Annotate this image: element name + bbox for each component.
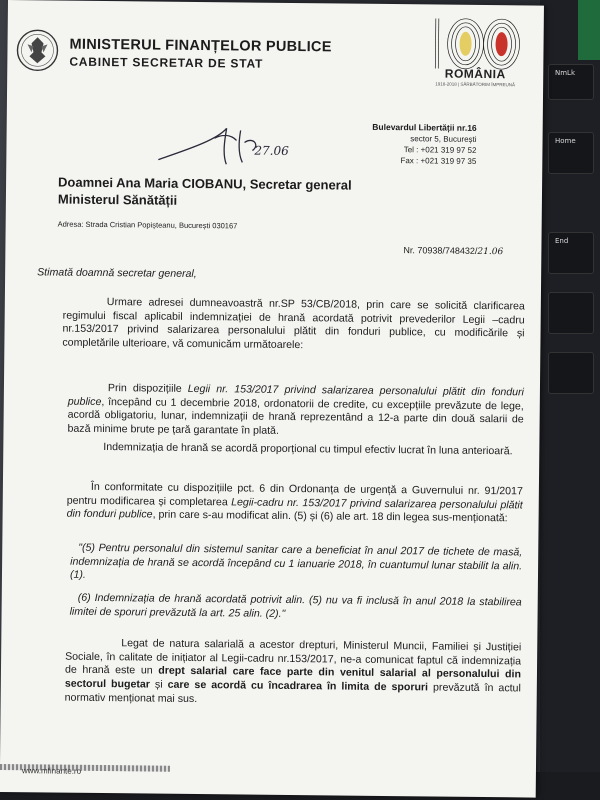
paragraph-2 bbox=[67, 382, 524, 442]
key-home: Home bbox=[548, 132, 594, 174]
centenary-subline: 1918-2018 | SĂRBĂTORIM ÎMPREUNĂ bbox=[435, 81, 516, 88]
paragraph-2-lead: Prin dispozițiile bbox=[107, 382, 182, 395]
paragraph-2-rest: , începând cu 1 decembrie 2018, ordonatorii de credite, cu excepțiile prevăzute de lege, acordă obligatoriu, lunar, indemnizații de hrană reprezentând a 12-a parte din două salarii de bază minime brute pe țară garantate în plată. bbox=[67, 395, 524, 437]
key-numlock: NmLk bbox=[548, 64, 594, 100]
address-sector: sector 5, București bbox=[410, 134, 477, 144]
recipient-address: Adresa: Strada Cristian Popișteanu, București 030167 bbox=[57, 219, 238, 231]
background-green-object bbox=[578, 0, 600, 60]
ministry-name: MINISTERUL FINANȚELOR PUBLICE bbox=[69, 36, 332, 56]
reference-number bbox=[403, 245, 503, 257]
key-blank-1 bbox=[548, 292, 594, 334]
reference-number-text: Nr. 70938/748432/ bbox=[403, 245, 478, 256]
paragraph-1: Urmare adresei dumneavoastră nr.SP 53/CB/2018, prin care se solicită clarificarea regimului fiscal aplicabil indemnizației de hrană acordată potrivit prevederilor Legii –cadru nr.153/2017 privind salarizarea personalului plătit din fonduri publice, cu modificările și completările ulterioare, vă comunicăm următoarele: bbox=[62, 296, 525, 352]
key-end: End bbox=[548, 232, 594, 274]
cabinet-name: CABINET SECRETAR DE STAT bbox=[69, 54, 264, 71]
address-tel: Tel : +021 319 97 52 bbox=[403, 145, 477, 155]
paragraph-2-law-title: Legii nr. 153/2017 privind salarizarea personalului plătit din fonduri publice bbox=[67, 382, 524, 408]
romania-centenary-logo-icon bbox=[417, 14, 528, 73]
background-keyboard bbox=[540, 0, 600, 800]
paragraph-4-law-title: Legii-cadru nr. 153/2017 privind salarizarea personalului plătit din fonduri publice bbox=[66, 496, 523, 521]
paragraph-3: Indemnizația de hrană se acordă proporțional cu timpul efectiv lucrat în luna anterioară. bbox=[103, 441, 513, 458]
paragraph-4-lead: În conformitate cu dispozițiile pct. 6 din Ordonanța de urgență a Guvernului nr. 91/2017 pentru modificarea și completarea bbox=[66, 480, 523, 509]
quote-alin-6: (6) Indemnizația de hrană acordată potrivit alin. (5) nu va fi inclusă în anul 2018 la stabilirea limitei de sporuri prevăzută la art. 25 alin. (2)." bbox=[69, 591, 522, 620]
paragraph-5-lead: Legat de natura salarială a acestor drepturi, Ministerul Muncii, Familiei și Justiției Sociale, în calitate de inițiator al Legii-cadru nr.153/2017, ne-a comunicat faptul că indemnizația de hrană este un bbox=[64, 637, 522, 677]
handwritten-date: 27.06 bbox=[254, 143, 289, 158]
paragraph-5-mid: și bbox=[154, 678, 163, 691]
recipient-name: Doamnei Ana Maria CIOBANU, Secretar general bbox=[58, 174, 352, 193]
paragraph-5-bold-1: drept salarial care face parte din venitul salarial al personalului din sectorul bugetar bbox=[64, 665, 522, 691]
key-blank-2 bbox=[548, 352, 594, 394]
handwritten-signature-icon bbox=[156, 120, 296, 167]
greeting: Stimată doamnă secretar general, bbox=[37, 266, 197, 280]
paragraph-5-bold-2: care se acordă cu încadrarea în limita de sporuri bbox=[167, 678, 429, 694]
centenary-romania-label: ROMÂNIA bbox=[444, 66, 506, 82]
paragraph-4 bbox=[67, 481, 523, 527]
address-street: Bulevardul Libertății nr.16 bbox=[372, 121, 477, 133]
paragraph-5-rest: prevăzută în actul normativ menționat mai sus. bbox=[64, 681, 521, 705]
paragraph-4-rest: , prin care s-au modificat alin. (5) și (6) ale art. 18 din legea sus-menționată: bbox=[152, 508, 508, 525]
quote-alin-5: "(5) Pentru personalul din sistemul sanitar care a beneficiat în anul 2017 de tichete de masă, indemnizația de hrană se acordă începând cu 1 ianuarie 2018, în cuantumul lunar stabilit la alin. (1). bbox=[69, 541, 523, 582]
romanian-coat-of-arms-icon bbox=[15, 28, 59, 72]
footer-website: www.mfinante.ro bbox=[21, 766, 82, 776]
paragraph-5 bbox=[65, 637, 522, 710]
address-fax: Fax : +021 319 97 35 bbox=[400, 156, 477, 166]
recipient-ministry: Ministerul Sănătății bbox=[57, 191, 178, 208]
reference-handwritten-date: 21.06 bbox=[477, 246, 504, 258]
